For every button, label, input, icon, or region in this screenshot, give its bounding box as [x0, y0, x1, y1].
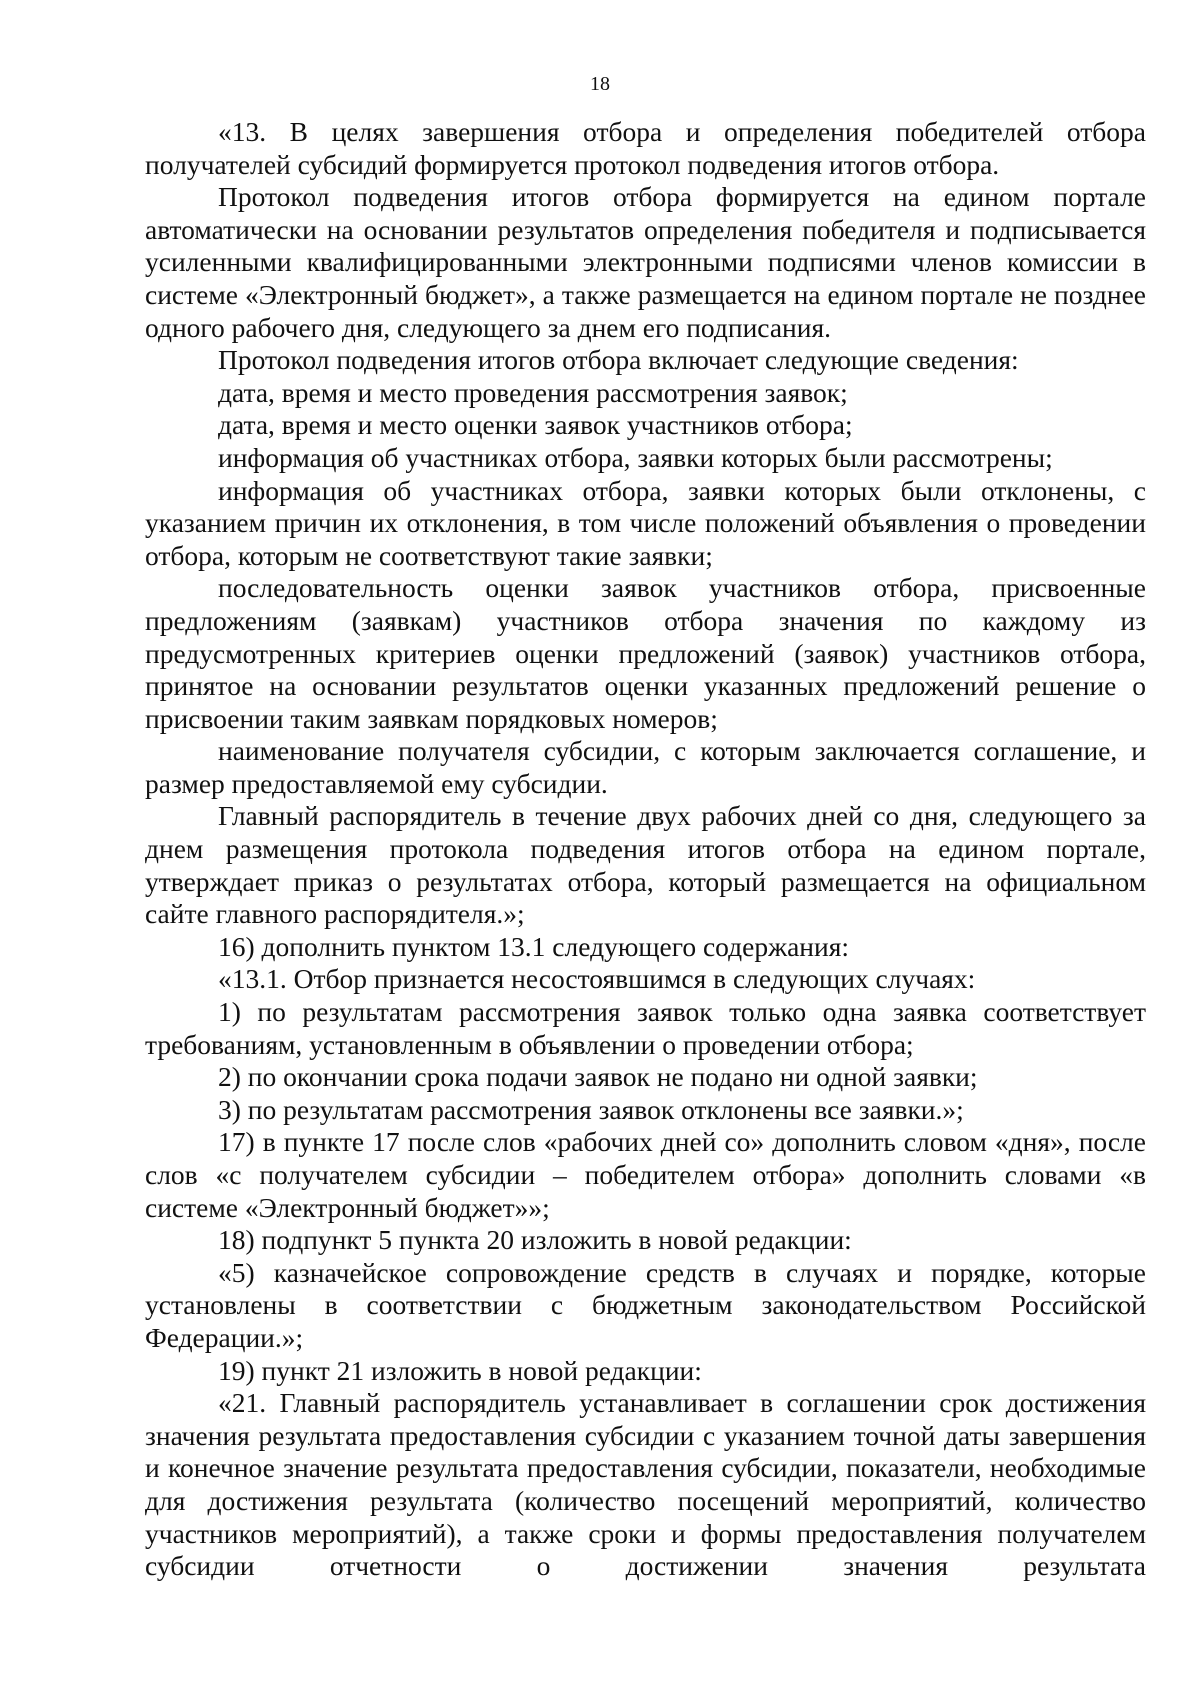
- paragraph-13-1: «13.1. Отбор признается несостоявшимся в следующих случаях:: [218, 963, 976, 995]
- paragraph-21: «21. Главный распорядитель устанавливает в соглашении срок достижения значения результата предоставления субсидии с указанием точной даты завершения и конечное значение результата предоставления субсидии, показатели, необходимые для достижения результата (количество посещений мероприятий, количество участников мероприятий), а также сроки и формы предоставления получателем субсидии отчетности о достижении значения результата: [145, 1387, 1146, 1582]
- document-body: [145, 116, 1146, 1583]
- page-number: 18: [590, 73, 610, 95]
- list-item-reviewed-participants: информация об участниках отбора, заявки которых были рассмотрены;: [218, 441, 1053, 473]
- list-item-rejected-participants: информация об участниках отбора, заявки которых были отклонены, с указанием причин их отклонения, в том числе положений объявления о проведении отбора, которым не соответствуют такие заявки;: [145, 474, 1146, 571]
- list-item-13-1-case-3: 3) по результатам рассмотрения заявок отклонены все заявки.»;: [218, 1093, 964, 1125]
- list-item-evaluation-date: дата, время и место оценки заявок участников отбора;: [218, 409, 853, 441]
- list-item-evaluation-sequence: последовательность оценки заявок участников отбора, присвоенные предложениям (заявкам) участников отбора значения по каждому из предусмотренных критериев оценки предложений (заявок) участников отбора, принятое на основании результатов оценки указанных предложений решение о присвоении таким заявкам порядковых номеров;: [145, 572, 1146, 734]
- list-item-13-1-case-1: 1) по результатам рассмотрения заявок только одна заявка соответствует требованиям, установленным в объявлении о проведении отбора;: [145, 996, 1146, 1060]
- list-item-13-1-case-2: 2) по окончании срока подачи заявок не подано ни одной заявки;: [218, 1061, 978, 1093]
- paragraph-13: «13. В целях завершения отбора и определения победителей отбора получателей субсидий формируется протокол подведения итогов отбора.: [145, 116, 1146, 180]
- amendment-16: 16) дополнить пунктом 13.1 следующего содержания:: [218, 930, 850, 962]
- amendment-17: 17) в пункте 17 после слов «рабочих дней со» дополнить словом «дня», после слов «с получателем субсидии – победителем отбора» дополнить словами «в системе «Электронный бюджет»»;: [145, 1126, 1146, 1223]
- list-item-recipient-name: наименование получателя субсидии, с которым заключается соглашение, и размер предоставляемой ему субсидии.: [145, 735, 1146, 799]
- amendment-18: 18) подпункт 5 пункта 20 изложить в новой редакции:: [218, 1224, 852, 1256]
- paragraph-protocol-formation: Протокол подведения итогов отбора формируется на едином портале автоматически на основании результатов определения победителя и подписывается усиленными квалифицированными электронными подписями членов комиссии в системе «Электронный бюджет», а также размещается на едином портале не позднее одного рабочего дня, следующего за днем его подписания.: [145, 181, 1146, 343]
- list-item-review-date: дата, время и место проведения рассмотрения заявок;: [218, 376, 848, 408]
- paragraph-main-manager-order: Главный распорядитель в течение двух рабочих дней со дня, следующего за днем размещения протокола подведения итогов отбора на едином портале, утверждает приказ о результатах отбора, который размещается на официальном сайте главного распорядителя.»;: [145, 800, 1146, 930]
- paragraph-20-5: «5) казначейское сопровождение средств в случаях и порядке, которые установлены в соответствии с бюджетным законодательством Российской Федерации.»;: [145, 1256, 1146, 1353]
- paragraph-protocol-contents: Протокол подведения итогов отбора включает следующие сведения:: [218, 344, 1019, 376]
- amendment-19: 19) пункт 21 изложить в новой редакции:: [218, 1354, 702, 1386]
